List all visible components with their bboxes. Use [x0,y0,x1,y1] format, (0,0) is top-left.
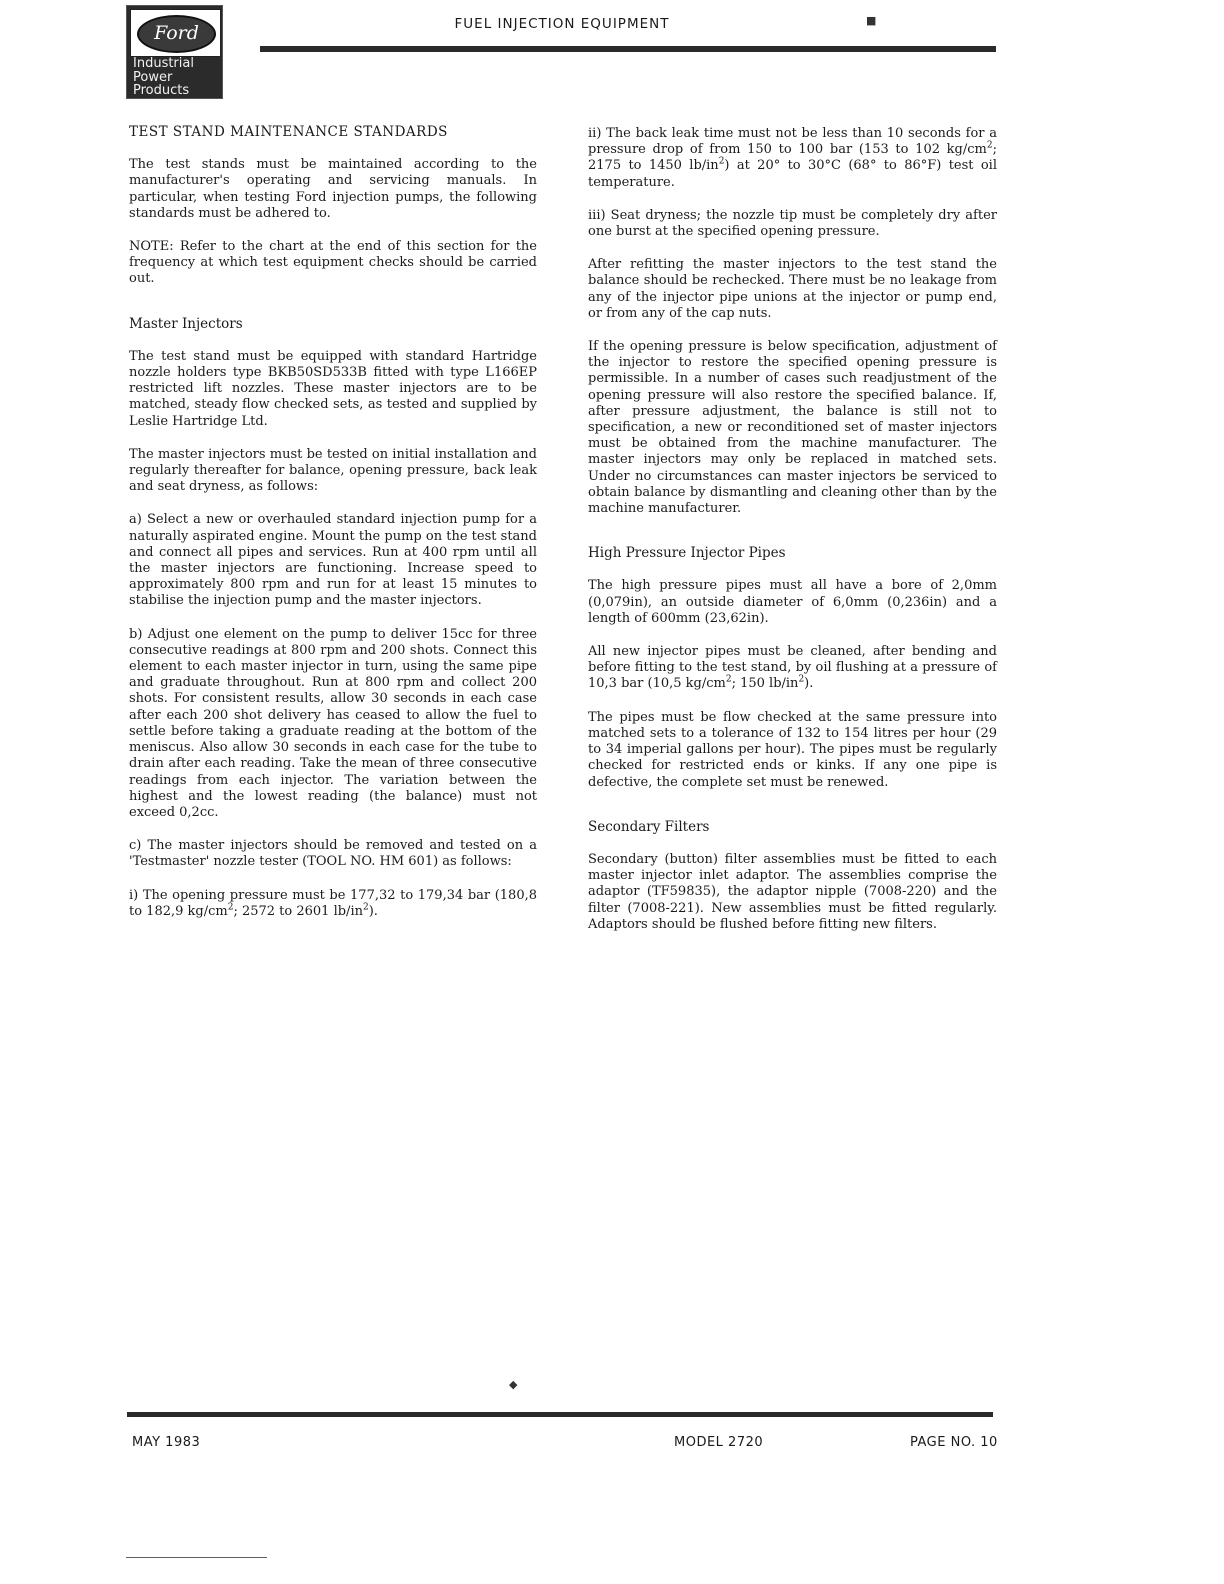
header-rule [260,46,996,52]
right-column [588,126,997,950]
footer-model: MODEL 2720 [674,1435,764,1450]
footer-date: MAY 1983 [132,1435,201,1450]
footer-rule [127,1412,993,1417]
step-b-paragraph: b) Adjust one element on the pump to deliver 15cc for three consecutive readings at 800 rpm and 200 shots. Connect this element to each master injector in turn, using the same pipe and graduate throughout. Run at 800 rpm and collect 200 shots. For consistent results, allow 30 seconds in each case after each 200 shot delivery has ceased to allow the fuel to settle before taking a graduate reading at the bottom of the meniscus. Also allow 30 seconds in each case for the tube to drain after each reading. Take the mean of three consecutive readings from each injector. The variation between the highest and the lowest reading (the balance) must not exceed 0,2cc. [129,626,537,820]
page-header-title: FUEL INJECTION EQUIPMENT [454,16,670,32]
testing-paragraph: The master injectors must be tested on initial installation and regularly thereafter for balance, opening pressure, back leak and seat dryness, as follows: [129,446,537,495]
pipes-flow-paragraph: The pipes must be flow checked at the same pressure into matched sets to a tolerance of 132 to 154 litres per hour (29 to 34 imperial gallons per hour). The pipes must be regularly checked for restricted ends or kinks. If any one pipe is defective, the complete set must be renewed. [588,709,997,790]
scan-mark: ■ [866,14,877,27]
intro-paragraph: The test stands must be maintained according to the manufacturer's operating and servicing manuals. In particular, when testing Ford injection pumps, the following standards must be adhered to. [129,157,537,221]
ford-oval-icon: Ford [137,15,216,53]
step-i-paragraph: i) The opening pressure must be 177,32 to 179,34 bar (180,8 to 182,9 $kg/cm^2$; 2572 to 2601 $lb/in^2$). [129,887,537,919]
logo-line-industrial: Industrial [133,56,194,71]
step-c-paragraph: c) The master injectors should be removed and tested on a 'Testmaster' nozzle tester (TOOL NO. HM 601) as follows: [129,838,537,870]
step-ii-paragraph: ii) The back leak time must not be less than 10 seconds for a pressure drop of from 150 to 100 bar (153 to 102 $kg/cm^2$; 2175 to 1450 $lb/in^2$) at 20° to 30°C (68° to 86°F) test oil temperature. [588,126,997,190]
secondary-filters-heading: Secondary Filters [588,818,710,835]
logo-caption [133,57,219,98]
step-iii-paragraph: iii) Seat dryness; the nozzle tip must be completely dry after one burst at the specified opening pressure. [588,207,997,240]
pipes-cleaning-paragraph: All new injector pipes must be cleaned, after bending and before fitting to the test stand, by oil flushing at a pressure of 10,3 bar (10,5 $kg/cm^2$; 150 $lb/in^2$). [588,644,997,692]
master-injectors-paragraph: The test stand must be equipped with standard Hartridge nozzle holders type BKB50SD533B fitted with type L166EP restricted lift nozzles. These master injectors are to be matched, steady flow checked sets, as tested and supplied by Leslie Hartridge Ltd. [129,348,537,429]
bottom-blue-line [126,1557,267,1558]
secondary-filters-paragraph: Secondary (button) filter assemblies must be fitted to each master injector inlet adaptor. The assemblies comprise the adaptor (TF59835), the adaptor nipple (7008-220) and the filter (7008-221). New assemblies must be fitted regularly. Adaptors should be flushed before fitting new filters. [588,851,997,932]
step-a-paragraph: a) Select a new or overhauled standard injection pump for a naturally aspirated engine. Mount the pump on the test stand and connect all pipes and services. Run at 400 rpm until all the master injectors are functioning. Increase speed to approximately 800 rpm and run for at least 15 minutes to stabilise the injection pump and the master injectors. [129,512,537,609]
pipes-dimensions-paragraph: The high pressure pipes must all have a bore of 2,0mm (0,079in), an outside diameter of 6,0mm (0,236in) and a length of 600mm (23,62in). [588,578,997,626]
scan-mark: ◆ [509,1378,518,1391]
section-heading: TEST STAND MAINTENANCE STANDARDS [129,124,448,140]
high-pressure-pipes-heading: High Pressure Injector Pipes [588,545,786,562]
footer-page-number: PAGE NO. 10 [910,1435,998,1450]
logo-line-products: Products [133,83,190,98]
logo-line-power: Power [133,69,173,85]
note-paragraph: NOTE: Refer to the chart at the end of this section for the frequency at which test equipment checks should be carried out. [129,239,537,287]
refitting-paragraph: After refitting the master injectors to the test stand the balance should be rechecked. There must be no leakage from any of the injector pipe unions at the injector or pump end, or from any of the cap nuts. [588,257,997,321]
master-injectors-heading: Master Injectors [129,315,243,332]
left-column [129,124,537,937]
opening-pressure-paragraph: If the opening pressure is below specification, adjustment of the injector to restore the specified opening pressure is permissible. In a number of cases such readjustment of the opening pressure will also restore the specified balance. If, after pressure adjustment, the balance is still not to specification, a new or reconditioned set of master injectors must be obtained from the machine manufacturer. The master injectors may only be replaced in matched sets. Under no circumstances can master injectors be serviced to obtain balance by dismantling and cleaning other than by the machine manufacturer. [588,339,997,517]
